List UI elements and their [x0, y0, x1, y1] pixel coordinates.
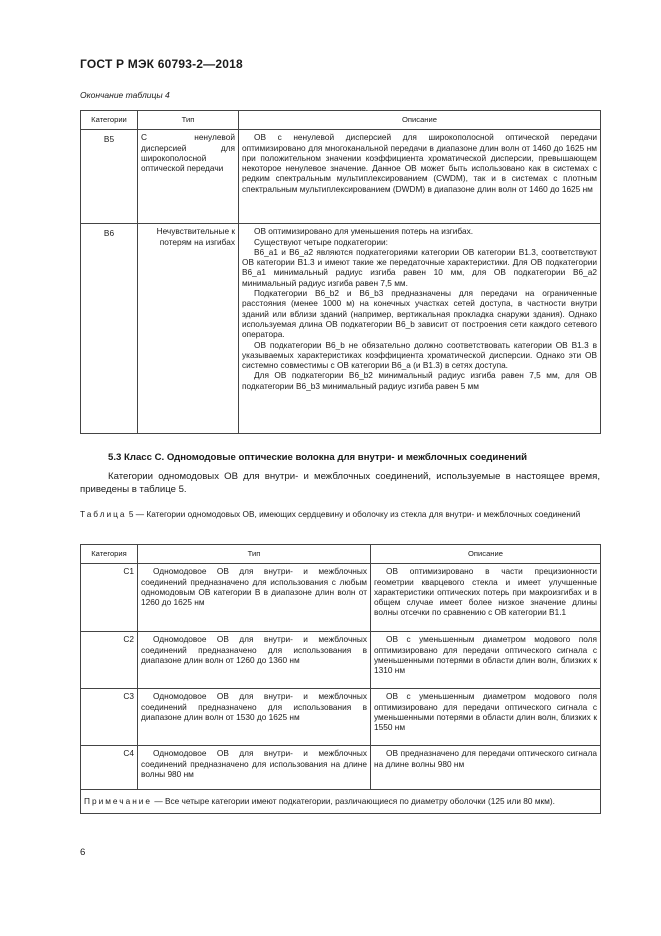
description-text: ОВ с уменьшенным диаметром модового поля оптимизировано для передачи оптического сигнала с уменьшенными потерями в области длин волн, близких к 1550 нм [374, 691, 597, 733]
table5-cell-category: C2 [81, 632, 138, 689]
table-5 [80, 544, 601, 814]
page-number: 6 [80, 847, 86, 858]
description-text: ОВ предназначено для передачи оптического сигнала на длине волны 980 нм [374, 748, 597, 769]
table5-cell-description [371, 689, 601, 746]
description-paragraph: Для ОВ подкатегории B6_b2 минимальный радиус изгиба равен 7,5 мм, для ОВ подкатегории B6_b3 минимальный радиус изгиба равен 5 мм [242, 370, 597, 391]
table-row [81, 224, 601, 434]
table5-cell-type [138, 564, 371, 632]
table4-cell-type: С ненулевой дисперсией для широкополосной оптической передачи [138, 130, 239, 224]
table5-header-description: Описание [371, 545, 601, 564]
table-row [81, 130, 601, 224]
table5-cell-type [138, 746, 371, 790]
description-paragraph: ОВ с ненулевой дисперсией для широкополосной оптической передачи оптимизировано для многоканальной передачи в диапазоне длин волн от 1460 до 1625 нм при положительном значении коэффициента хроматической дисперсии, превышающем некоторое ненулевое значение. Данное ОВ может быть использовано как в системах с редким спектральным мультиплексированием (CWDM), так и в системах с плотным спектральным мультиплексированием (DWDM) в диапазоне длин волн от 1460 до 1625 нм [242, 132, 597, 194]
section-heading: 5.3 Класс С. Одномодовые оптические волокна для внутри- и межблочных соединений [108, 452, 528, 463]
type-text: Одномодовое ОВ для внутри- и межблочных соединений предназначено для использования в диапазоне длин волн от 1530 до 1625 нм [141, 691, 367, 722]
table-row [81, 632, 601, 689]
table5-header-category: Категория [81, 545, 138, 564]
table5-caption-label: Таблица [80, 509, 127, 519]
table4-cell-description [239, 130, 601, 224]
description-text: ОВ с уменьшенным диаметром модового поля оптимизировано для передачи оптического сигнала с уменьшенными потерями в области длин волн, близких к 1310 нм [374, 634, 597, 676]
table5-note-row [81, 790, 601, 813]
table5-header-type: Тип [138, 545, 371, 564]
table4-header-category: Категории [81, 111, 138, 130]
table4-cell-category: B6 [81, 224, 138, 434]
description-paragraph: ОВ подкатегории B6_b не обязательно должно соответствовать категории ОВ B1.3 в указываемых характеристиках коэффициента хроматической дисперсии. Однако эти ОВ системно совместимы с ОВ категории B6_a (и B1.3) в сетях доступа. [242, 339, 597, 371]
description-paragraph: ОВ оптимизировано для уменьшения потерь на изгибах. [254, 226, 474, 237]
type-text: Одномодовое ОВ для внутри- и межблочных соединений предназначено для использования на длине волны 980 нм [141, 748, 367, 779]
table4-cell-category: B5 [81, 130, 138, 224]
note-label: Примечание [84, 796, 153, 807]
section-paragraph: Категории одномодовых ОВ для внутри- и межблочных соединений, используемые в настоящее время, приведены в таблице 5. [80, 471, 600, 495]
table4-header-row [81, 111, 601, 130]
note-text: — Все четыре категории имеют подкатегории, различающиеся по диаметру оболочки (125 или 80 мкм). [154, 796, 555, 807]
description-paragraph: Существуют четыре подкатегории: [254, 236, 388, 247]
table5-cell-description [371, 632, 601, 689]
table5-caption-text: 5 — Категории одномодовых ОВ, имеющих сердцевину и оболочку из стекла для внутри- и межблочных соединений [128, 509, 581, 519]
table5-cell-category: C3 [81, 689, 138, 746]
table5-cell-type [138, 632, 371, 689]
table4-caption: Окончание таблицы 4 [80, 90, 170, 100]
document-header-title: ГОСТ Р МЭК 60793-2—2018 [80, 57, 243, 71]
table5-cell-type [138, 689, 371, 746]
description-paragraph: B6_a1 и B6_a2 являются подкатегориями категории ОВ категории B1.3, соответствуют ОВ категории B1.3 и имеют такие же передаточные характеристики. Для ОВ подкатегории B6_a1 минимальный радиус изгиба равен 10 мм, для ОВ подкатегории B6_a2 минимальный радиус изгиба равен 7,5 мм. [242, 246, 597, 288]
table-4 [80, 110, 601, 434]
table4-cell-description [239, 224, 601, 434]
table5-cell-category: C1 [81, 564, 138, 632]
table4-header-type: Тип [138, 111, 239, 130]
type-text: Одномодовое ОВ для внутри- и межблочных соединений предназначено для использования с любым одномодовым ОВ категории B в диапазоне длин волн от 1260 до 1625 нм [141, 566, 367, 608]
table4-header-description: Описание [239, 111, 601, 130]
table5-header-row [81, 545, 601, 564]
table4-cell-type: Нечувствительные к потерям на изгибах [138, 224, 239, 434]
table5-cell-description [371, 564, 601, 632]
table5-cell-category: C4 [81, 746, 138, 790]
table-row [81, 746, 601, 790]
description-paragraph: Подкатегории B6_b2 и B6_b3 предназначены для передачи на ограниченные расстояния (менее 1000 м) на конечных участках сетей доступа, в частности внутри зданий или вблизи зданий (например, вертикальная прокладка снаружи здания). Однако используемая длина ОВ подкатегории B6_b зависит от построения сети каждого сетевого оператора. [242, 288, 597, 340]
table-row [81, 564, 601, 632]
table5-note [81, 790, 601, 813]
type-text: Одномодовое ОВ для внутри- и межблочных соединений предназначено для использования в диапазоне длин волн от 1260 до 1360 нм [141, 634, 367, 665]
table5-cell-description [371, 746, 601, 790]
table5-caption [80, 509, 600, 520]
table-row [81, 689, 601, 746]
description-text: ОВ оптимизировано в части прецизионности геометрии кварцевого стекла и имеет улучшенные характеристики оптических потерь при макроизгибах и в общем случае имеет более низкое значение длины волны отсечки по сравнению с ОВ категории B1.1 [374, 566, 597, 618]
